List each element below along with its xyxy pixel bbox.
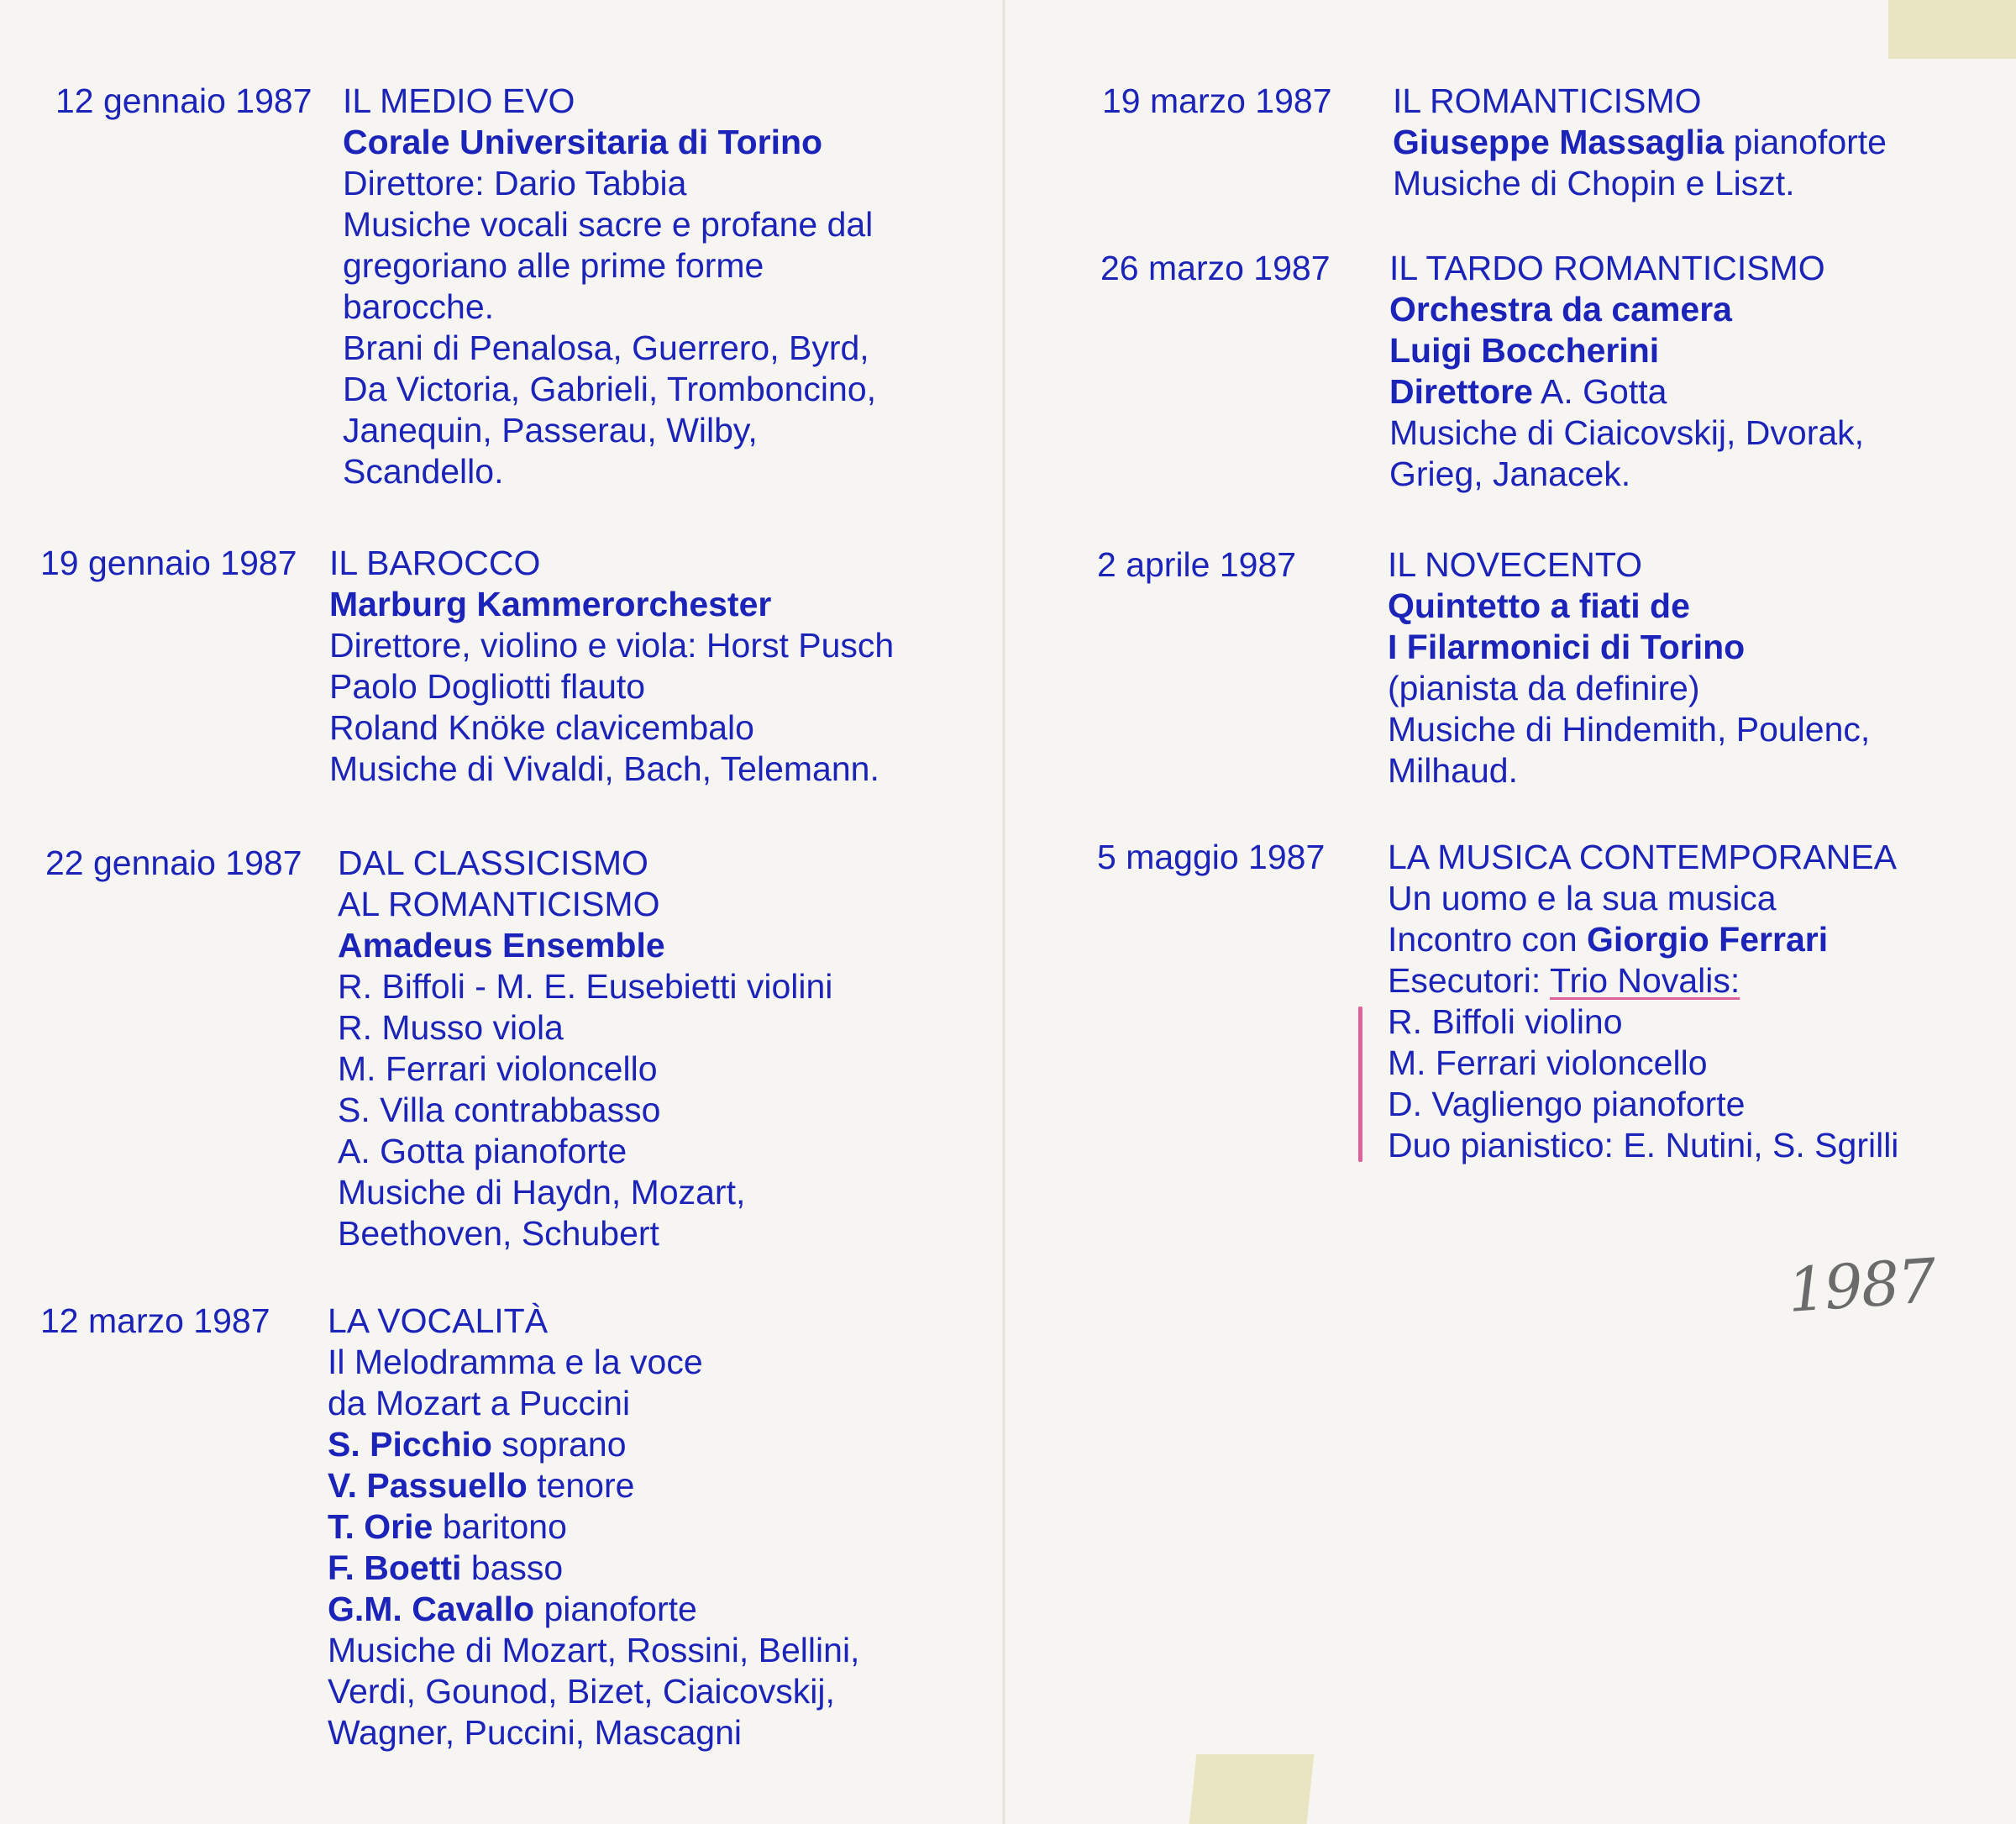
event-text: Musiche di Ciaicovskij, Dvorak, [1389,413,1865,452]
event-text: Trio Novalis: [1549,961,1740,1000]
event-line [328,1465,859,1506]
event-line [1393,163,1887,204]
page-fold [1002,0,1005,1824]
performer-name: Luigi Boccherini [1389,331,1660,370]
event-line [1389,371,1864,413]
event-text: D. Vagliengo pianoforte [1388,1085,1746,1123]
event-line [1388,837,1898,878]
event-text: M. Ferrari violoncello [1388,1043,1708,1082]
event-details [1388,837,1898,1166]
performer-name: S. Picchio [328,1425,492,1464]
event-text: basso [461,1548,564,1587]
event-line [1393,81,1887,122]
event-line [328,1383,859,1424]
event-text: Incontro con [1388,920,1588,959]
event-text: Musiche di Mozart, Rossini, Bellini, [328,1631,860,1669]
event-text: IL NOVECENTO [1388,545,1643,584]
event-text: Musiche di Haydn, Mozart, [338,1173,746,1212]
event-line [338,925,832,966]
event-line [1388,1001,1898,1043]
event-line [343,410,876,451]
event-line [328,1342,859,1383]
event-text: Janequin, Passerau, Wilby, [343,411,758,449]
performer-name: T. Orie [328,1507,433,1546]
event-line [1389,330,1864,371]
event-line [343,369,876,410]
event-text: Da Victoria, Gabrieli, Tromboncino, [343,370,877,408]
event-details [343,81,876,492]
event-text: IL BAROCCO [329,544,541,582]
event-line [1388,1084,1898,1125]
event-date: 12 marzo 1987 [40,1301,270,1340]
event-text: Brani di Penalosa, Guerrero, Byrd, [343,329,869,367]
highlighter-mark [1358,1007,1362,1162]
event-line [1388,586,1870,627]
event-text: M. Ferrari violoncello [338,1049,658,1088]
performer-name: Orchestra da camera [1389,290,1732,329]
event-line [1388,709,1870,750]
event-line [338,1049,832,1090]
event-text: IL TARDO ROMANTICISMO [1389,249,1825,287]
event-line [338,884,832,925]
event-text: Grieg, Janacek. [1389,455,1631,493]
event-line [328,1424,859,1465]
event-date: 26 marzo 1987 [1100,249,1331,287]
performer-name: Amadeus Ensemble [338,926,665,965]
event-text: AL ROMANTICISMO [338,885,660,923]
event-line [1388,1043,1898,1084]
event-line [343,328,876,369]
event-text: Musiche di Vivaldi, Bach, Telemann. [329,749,879,788]
event-text: R. Musso viola [338,1008,564,1047]
event-text: (pianista da definire) [1388,669,1700,707]
event-line [1388,627,1870,668]
performer-name: Marburg Kammerorchester [329,585,772,623]
event-date: 22 gennaio 1987 [45,844,302,882]
event-line [1393,122,1887,163]
event-line [338,1172,832,1213]
event-text: Duo pianistico: E. Nutini, S. Sgrilli [1388,1126,1899,1164]
event-text: Milhaud. [1388,751,1518,790]
event-line [1389,413,1864,454]
performer-name: Giorgio Ferrari [1587,920,1829,959]
event-line [329,666,894,707]
event-date: 2 aprile 1987 [1097,545,1297,584]
event-line [338,1090,832,1131]
event-date: 12 gennaio 1987 [55,81,312,120]
event-line [1388,544,1870,586]
event-line [343,163,876,204]
event-text: IL ROMANTICISMO [1393,81,1702,120]
event-details [338,843,832,1254]
event-line [329,707,894,749]
event-text: Un uomo e la sua musica [1388,879,1777,917]
performer-name: V. Passuello [328,1466,528,1505]
event-text: LA MUSICA CONTEMPORANEA [1388,838,1898,876]
event-text: tenore [527,1466,635,1505]
event-line [343,204,876,245]
event-text: da Mozart a Puccini [328,1384,631,1422]
event-text: Scandello. [343,452,504,491]
event-text: Verdi, Gounod, Bizet, Ciaicovskij, [328,1672,835,1711]
event-text: DAL CLASSICISMO [338,844,648,882]
event-text: R. Biffoli violino [1388,1002,1623,1041]
event-text: Direttore: Dario Tabbia [343,164,687,202]
event-text: A. Gotta [1532,372,1667,411]
event-text: Roland Knöke clavicembalo [329,708,754,747]
event-line [1389,248,1864,289]
event-line [1388,919,1898,960]
event-date: 5 maggio 1987 [1097,838,1326,876]
performer-name: Quintetto a fiati de [1388,586,1690,625]
event-line [343,286,876,328]
event-text: R. Biffoli - M. E. Eusebietti violini [338,967,833,1006]
event-text: A. Gotta pianoforte [338,1132,627,1170]
event-text: Direttore, violino e viola: Horst Pusch [329,626,895,665]
performer-name: G.M. Cavallo [328,1590,535,1628]
event-line [343,81,876,122]
performer-name: F. Boetti [328,1548,462,1587]
event-line [1388,750,1870,791]
event-line [1388,668,1870,709]
event-line [1388,1125,1898,1166]
handwritten-year-note: 1987 [1785,1244,1937,1327]
event-line [338,843,832,884]
performer-name: Corale Universitaria di Torino [343,123,823,161]
event-line [343,245,876,286]
event-line [1388,878,1898,919]
event-details [1393,81,1887,204]
event-text: Il Melodramma e la voce [328,1343,703,1381]
event-text: LA VOCALITÀ [328,1301,549,1340]
event-text: Musiche di Chopin e Liszt. [1393,164,1795,202]
event-text: pianoforte [1724,123,1887,161]
event-line [343,122,876,163]
event-line [328,1589,859,1630]
event-details [1388,544,1870,791]
event-line [338,966,832,1007]
tape-strip-top [1888,0,2016,59]
event-text: Esecutori: [1388,961,1550,1000]
event-line [329,584,894,625]
performer-name: Direttore [1389,372,1533,411]
event-text: soprano [491,1425,627,1464]
event-line [328,1712,859,1753]
event-line [338,1213,832,1254]
event-text: baritono [433,1507,567,1546]
performer-name: I Filarmonici di Torino [1388,628,1746,666]
event-text: Beethoven, Schubert [338,1214,659,1253]
event-line [328,1506,859,1548]
event-line [329,749,894,790]
event-line [329,543,894,584]
event-text: gregoriano alle prime forme [343,246,764,285]
event-date: 19 marzo 1987 [1102,81,1332,120]
event-details [329,543,894,790]
event-line [343,451,876,492]
tape-strip-bottom [1189,1754,1315,1824]
event-text: barocche. [343,287,495,326]
event-text: pianoforte [534,1590,697,1628]
event-line [338,1131,832,1172]
event-line [328,1630,859,1671]
event-line [338,1007,832,1049]
event-line [1389,289,1864,330]
performer-name: Giuseppe Massaglia [1393,123,1725,161]
event-details [328,1301,859,1753]
event-line [328,1548,859,1589]
event-text: Musiche vocali sacre e profane dal [343,205,874,244]
event-line [328,1671,859,1712]
event-text: Musiche di Hindemith, Poulenc, [1388,710,1871,749]
event-date: 19 gennaio 1987 [40,544,297,582]
event-line [328,1301,859,1342]
event-line [1388,960,1898,1001]
event-line [1389,454,1864,495]
event-text: S. Villa contrabbasso [338,1091,661,1129]
event-details [1389,248,1864,495]
event-text: Paolo Dogliotti flauto [329,667,646,706]
event-line [329,625,894,666]
event-text: Wagner, Puccini, Mascagni [328,1713,742,1752]
event-text: IL MEDIO EVO [343,81,575,120]
